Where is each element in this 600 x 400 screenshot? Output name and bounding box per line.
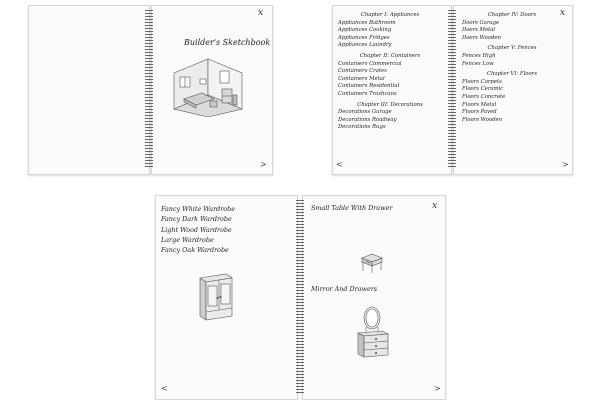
book1-spiral-binding [145,10,153,168]
toc-item[interactable]: Appliances Cooking [338,27,392,34]
book1-close-button[interactable]: x [258,8,264,18]
toc-item[interactable]: Floors Metal [462,101,497,108]
toc-item[interactable]: Containers Metal [338,75,385,82]
toc-item[interactable]: Decorations Garage [338,109,392,116]
book3-spiral-binding [296,200,304,393]
toc-item[interactable]: Fences Low [462,60,494,67]
book2-spiral-binding [448,10,456,168]
list-item[interactable]: Fancy White Wardrobe [161,205,235,213]
book2-toc-left [338,12,442,132]
book2-next-button[interactable]: > [562,160,569,169]
toc-item[interactable]: Floors Paved [462,109,497,116]
mirror-drawers-illustration [352,305,392,360]
toc-chapter-heading: Chapter II: Containers [359,52,421,59]
toc-item[interactable]: Doors Metal [462,27,496,34]
book3-prev-button[interactable]: < [161,384,168,393]
toc-item[interactable]: Appliances Laundry [338,42,392,49]
list-item[interactable]: Large Wardrobe [161,235,214,244]
toc-chapter-heading: Chapter V: Fences [487,45,537,52]
book2-close-button[interactable]: x [560,8,566,18]
toc-chapter-heading: Chapter IV: Doors [487,12,537,18]
toc-item[interactable]: Decorations Rugs [338,124,386,131]
toc-item[interactable]: Doors Wooden [462,34,501,41]
toc-item[interactable]: Decorations Roadway [338,116,397,123]
book1-title: Builder's Sketchbook [184,38,271,47]
wardrobe-list [161,204,235,255]
list-item[interactable]: Light Wood Wardrobe [161,225,232,234]
bedroom-sketch-illustration [170,55,246,117]
toc-item[interactable]: Floors Ceramic [462,86,504,93]
toc-item[interactable]: Appliances Fridges [338,34,390,41]
book2-prev-button[interactable]: < [336,160,343,169]
toc-item[interactable]: Containers Commercial [338,60,402,67]
toc-item[interactable]: Containers Crates [338,68,387,75]
book3-right-page [302,195,446,400]
book1-next-button[interactable]: > [260,160,267,169]
toc-chapter-heading: Chapter I: Appliances [360,12,420,18]
book2-toc-right [462,12,562,124]
book3-close-button[interactable]: x [432,201,438,211]
toc-item[interactable]: Floors Concrete [462,93,506,100]
toc-chapter-heading: Chapter III: Decorations [357,101,423,108]
toc-item[interactable]: Appliances Bathroom [338,19,396,26]
toc-item[interactable]: Floors Carpets [462,78,502,85]
wardrobe-illustration [196,272,236,324]
toc-item[interactable]: Containers Residential [338,83,400,90]
toc-item[interactable]: Doors Garage [462,19,500,26]
section-title-mirror-drawers: Mirror And Drawers [311,285,378,293]
toc-item[interactable]: Fences High [462,52,496,59]
toc-item[interactable]: Floors Wooden [462,116,503,123]
list-item[interactable]: Fancy Oak Wardrobe [161,246,229,255]
book1-left-page [28,5,150,175]
toc-chapter-heading: Chapter VI: Floors [487,71,537,78]
small-table-illustration [360,252,384,274]
toc-item[interactable]: Containers Trashcans [338,90,397,97]
section-title-small-table: Small Table With Drawer [311,204,393,212]
book3-next-button[interactable]: > [434,384,441,393]
list-item[interactable]: Fancy Dark Wardrobe [161,215,232,224]
